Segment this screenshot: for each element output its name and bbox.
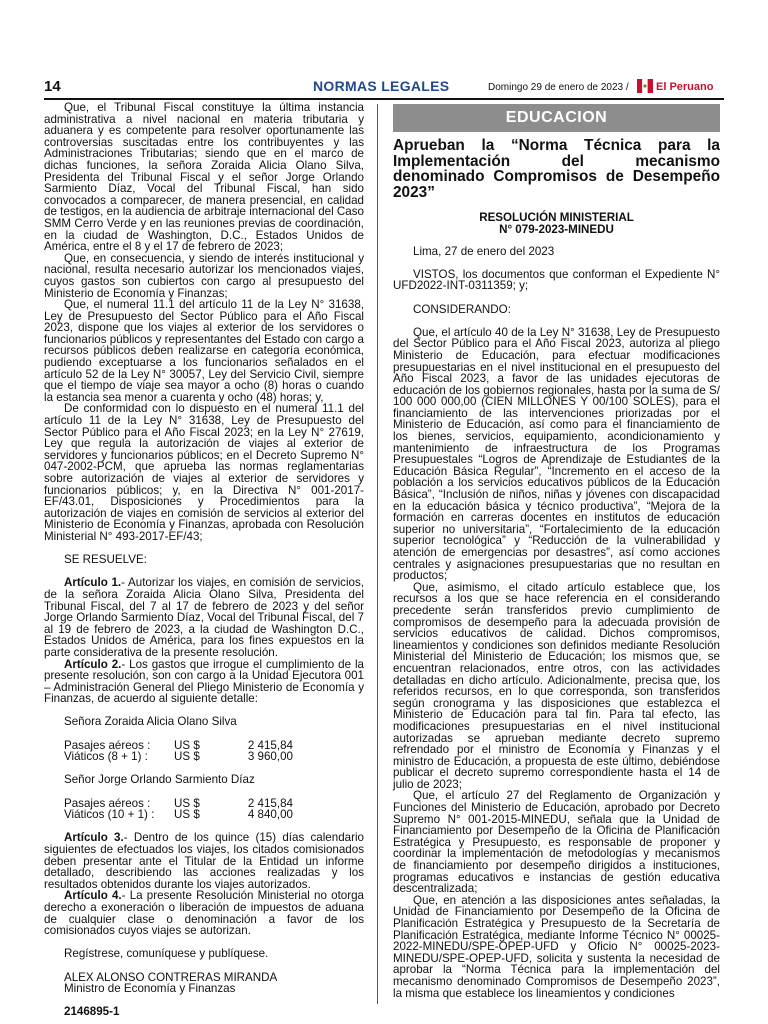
place-date: Lima, 27 de enero del 2023 [413, 244, 555, 258]
expense-amount: 4 840,00 [247, 808, 293, 822]
article-4 [44, 890, 364, 936]
paragraph: Que, en consecuencia, y siendo de interés institucional y nacional, resulta necesario autorizar los mencionados viajes, cuyos gastos son cubiertos con cargo al presupuesto del Ministerio de Economía y Finanzas; [44, 251, 364, 300]
vistos-paragraph: VISTOS, los documentos que conforman el Expediente N° UFD2022-INT-0311359; y; [393, 267, 720, 293]
paragraph: Que, el artículo 40 de la Ley N° 31638, Ley de Presupuesto del Sector Público para el Año Fiscal 2023, autoriza al pliego Ministerio de Educación, para efectuar modificaciones presupuestarias en el nivel institucional en el presupuesto del Año Fiscal 2023, a favor de las unidades ejecutoras de educación de los gobiernos regionales, hasta por la suma de S/ 100 000 000,00 (CIEN MILLONES Y 00/100 SOLES), para el financiamiento de las intervenciones priorizadas por el Ministerio de Educación, así como para el financiamiento de los bienes, servicios, equipamiento, acondicionamiento y mantenimiento de infraestructura de los Programas Presupuestales “Logros de Aprendizaje de Estudiantes de la Educación Básica Regular”, “Incremento en el acceso de la población a los servicios educativos públicos de la Educación Básica”, “Inclusión de niños, niñas y jóvenes con discapacidad en la educación básica y técnico productiva”, “Mejora de la formación en carreras docentes en institutos de educación superior no universitaria”, “Fortalecimiento de la educación superior tecnológica” y “Reducción de la vulnerabilidad y atención de emergencias por desastres”, así como acciones centrales y asignaciones presupuestarias que no resultan en productos; [393, 325, 720, 583]
expense-currency: US $ [174, 750, 200, 764]
resolution-line: N° 079-2023-MINEDU [499, 222, 614, 236]
article-label: Artículo 1. [64, 576, 122, 590]
expense-label: Viáticos (10 + 1) : [64, 808, 155, 822]
document-code: 2146895-1 [64, 1005, 120, 1019]
right-column [393, 104, 720, 999]
expense-currency: US $ [174, 738, 200, 752]
header-date: Domingo 29 de enero de 2023 / [488, 82, 629, 93]
left-column [44, 102, 364, 1018]
expense-amount: 2 415,84 [247, 738, 293, 752]
expense-row [44, 809, 364, 821]
considerando-heading: CONSIDERANDO: [413, 302, 511, 316]
paragraph: De conformidad con lo dispuesto en el numeral 11.1 del artículo 11 de la Ley N° 31638, Ley de Presupuesto del Sector Público para el Año Fiscal 2023; en la Ley N° 27619, Ley que regula la autorización de viajes al exterior de servidores y funcionarios públicos; en el Decreto Supremo N° 047-2002-PCM, que aprueba las normas reglamentarias sobre autorización de viajes al exterior de servidores y funcionarios públicos; y, en la Directiva N° 001-2017-EF/43.01, Disposiciones y Procedimientos para la autorización de viajes en comisión de servicios al exterior del Ministerio de Economía y Finanzas, aprobada con Resolución Ministerial N° 493-2017-EF/43; [44, 402, 364, 543]
article-3 [44, 832, 364, 890]
publication-title: NORMAS LEGALES [313, 78, 450, 94]
expense-amount: 2 415,84 [247, 796, 293, 810]
article-title: Aprueban la “Norma Técnica para la Implementación del mecanismo denominado Compromisos de Desempeño 2023” [393, 137, 720, 201]
expense-currency: US $ [174, 808, 200, 822]
resolution-number [393, 212, 720, 235]
signer-name: ALEX ALONSO CONTRERAS MIRANDA [64, 970, 278, 984]
brand-name: El Peruano [656, 81, 714, 93]
peru-flag-icon [637, 79, 653, 93]
expense-currency: US $ [174, 796, 200, 810]
article-text: - Autorizar los viajes, en comisión de servicios, de la señora Zoraida Alicia Olano Silva, Presidenta del Tribunal Fiscal, del 7 al 17 de febrero de 2023 y del señor Jorge Orlando Sarmiento Díaz, Vocal del Tribunal Fiscal, del 7 al 19 de febrero de 2023, a la ciudad de Washington D.C., Estados Unidos de América, para los fines expuestos en la parte considerativa de la presente resolución. [44, 576, 364, 659]
paragraph: Que, el Tribunal Fiscal constituye la última instancia administrativa a nivel nacional en materia tributaria y aduanera y es competente para resolver oportunamente las controversias suscitadas entre los contribuyentes y las Administraciones Tributarias; siendo que en el marco de dichas funciones, la señora Zoraida Alicia Olano Silva, Presidenta del Tribunal Fiscal y el señor Jorge Orlando Sarmiento Díaz, Vocal del Tribunal Fiscal, han sido convocados a comparecer, de manera presencial, en calidad de testigos, en la audiencia de arbitraje internacional del Caso SMM Cerro Verde y en las reuniones previas de coordinación, en la ciudad de Washington, D.C., Estados Unidos de América, entre el 8 y el 17 de febrero de 2023; [44, 101, 364, 254]
paragraph: Que, asimismo, el citado artículo establece que, los recursos a los que se hace referencia en el considerando precedente serán transferidos previo cumplimiento de compromisos de desempeño para la adecuada provisión de servicios educativos de calidad. Dichos compromisos, lineamientos y condiciones son definidos mediante Resolución Ministerial del Ministerio de Educación; los mismos que, se encuentran relacionados, entre otros, con las actividades detalladas en dicho artículo. Adicionalmente, precisa que, los referidos recursos, en lo que corresponda, son transferidos según cronograma y las disposiciones que establezca el Ministerio de Educación para tal fin. Para tal efecto, las modificaciones presupuestarias en el nivel institucional autorizadas se aprueban mediante decreto supremo refrendado por el ministro de Economía y Finanzas y el ministro de Educación, a propuesta de este último, debiéndose publicar el decreto supremo correspondiente hasta el 14 de julio de 2023; [393, 580, 720, 791]
article-label: Artículo 3. [64, 831, 124, 845]
expense-person-1: Señora Zoraida Alicia Olano Silva [64, 715, 237, 729]
expense-label: Pasajes aéreos : [64, 796, 151, 810]
resolve-heading: SE RESUELVE: [64, 553, 147, 567]
resolution-line: RESOLUCIÓN MINISTERIAL [479, 211, 634, 225]
paragraph: Que, en atención a las disposiciones antes señaladas, la Unidad de Financiamiento por Desempeño de la Oficina de Planificación Estratégica y Presupuesto de la Secretaría de Planificación Estratégica, mediante Informe Técnico N° 00025-2022-MINEDU/SPE-OPEP-UFD y Oficio N° 00025-2023-MINEDU/SPE-OPEP-UFD, solicita y sustenta la necesidad de aprobar la “Norma Técnica para la implementación del mecanismo denominado Compromisos de Desempeño 2023”, la misma que establece los lineamientos y condiciones [393, 893, 720, 1000]
signer-title: Ministro de Economía y Finanzas [64, 982, 236, 996]
expense-row [44, 751, 364, 763]
paragraph: Que, el numeral 11.1 del artículo 11 de la Ley N° 31638, Ley de Presupuesto del Sector Público para el Año Fiscal 2023, dispone que los viajes al exterior de los servidores o funcionarios públicos y representantes del Estado con cargo a recursos públicos deben realizarse en categoría económica, pudiendo exceptuarse a los funcionarios señalados en el artículo 52 de la Ley N° 30057, Ley del Servicio Civil, siempre que el tiempo de viaje sea mayor a ocho (8) horas o cuando la estancia sea menor a cuarenta y ocho (48) horas; y, [44, 298, 364, 404]
expense-label: Viáticos (8 + 1) : [64, 750, 148, 764]
column-divider [377, 104, 378, 1004]
article-text: - Dentro de los quince (15) días calendario siguientes de efectuados los viajes, los citados comisionados deben presentar ante el Titular de la Entidad un informe detallado, describiendo las acciones realizadas y los resultados obtenidos durante los viajes autorizados. [44, 831, 364, 891]
article-text: - La presente Resolución Ministerial no otorga derecho a exoneración o liberación de impuestos de aduana de cualquier clase o denominación a favor de los comisionados cuyos viajes se autorizan. [44, 889, 364, 938]
section-header: EDUCACION [393, 104, 720, 132]
expense-amount: 3 960,00 [247, 750, 293, 764]
page-number: 14 [44, 78, 61, 95]
article-label: Artículo 2. [64, 657, 122, 671]
header-rule [44, 98, 724, 100]
article-1 [44, 577, 364, 658]
expense-person-2: Señor Jorge Orlando Sarmiento Díaz [64, 773, 255, 787]
article-label: Artículo 4. [64, 889, 122, 903]
closing-formula: Regístrese, comuníquese y publíquese. [64, 947, 269, 961]
article-2 [44, 659, 364, 705]
article-text: - Los gastos que irrogue el cumplimiento de la presente resolución, son con cargo a la Unidad Ejecutora 001 – Administración General del Pliego Ministerio de Economía y Finanzas, de acuerdo al siguiente detalle: [44, 657, 364, 706]
paragraph: Que, el artículo 27 del Reglamento de Organización y Funciones del Ministerio de Educación, aprobado por Decreto Supremo N° 001-2015-MINEDU, señala que la Unidad de Financiamiento por Desempeño de la Oficina de Planificación Estratégica y Presupuesto, es responsable de proponer y coordinar la implementación de metodologías y mecanismos de financiamiento por desempeño dirigidos a instituciones, programas educativos e instancias de gestión educativa descentralizada; [393, 789, 720, 896]
expense-label: Pasajes aéreos : [64, 738, 151, 752]
